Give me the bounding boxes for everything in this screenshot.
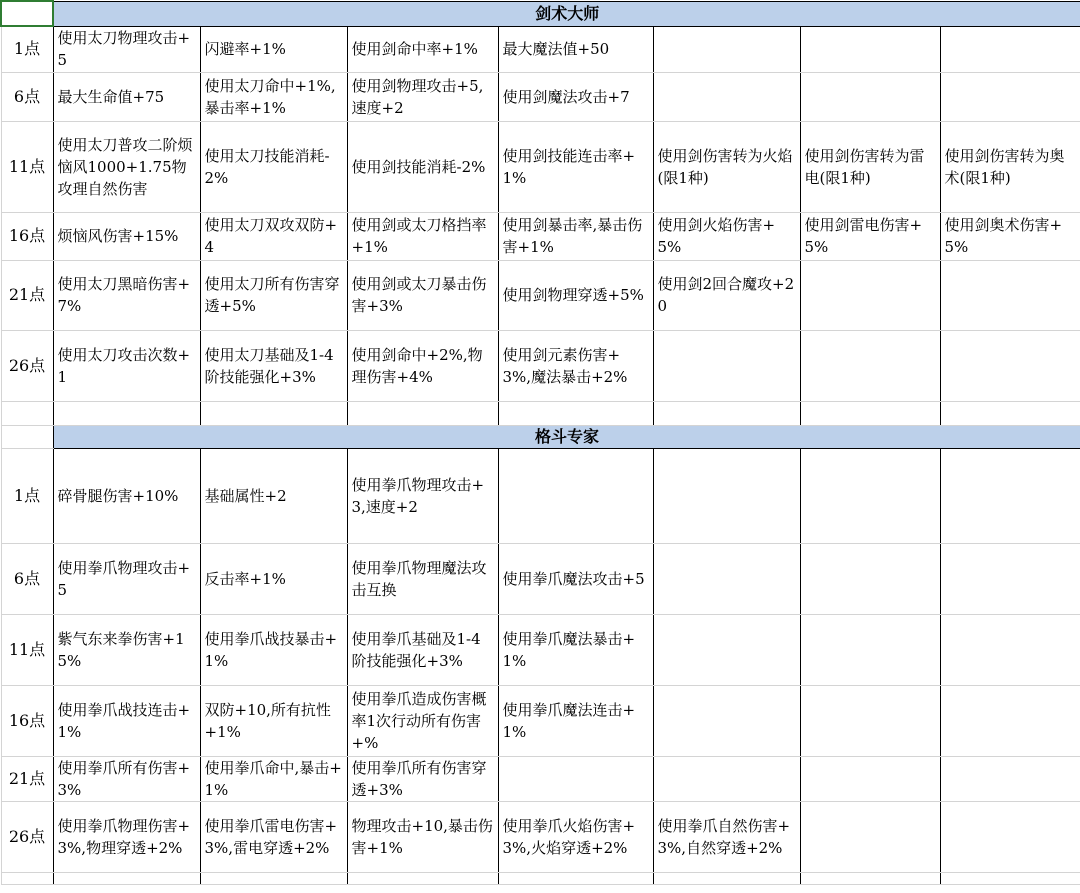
data-cell[interactable]: [653, 26, 800, 72]
data-cell[interactable]: [498, 212, 653, 260]
data-cell-text: 使用剑物理穿透+5%: [502, 286, 644, 304]
data-cell[interactable]: [53, 801, 200, 872]
data-cell[interactable]: [347, 685, 498, 756]
data-cell[interactable]: [940, 26, 1080, 72]
level-cell-text: 1点: [13, 39, 41, 59]
data-cell[interactable]: [53, 756, 200, 801]
level-cell[interactable]: [1, 330, 53, 401]
level-cell[interactable]: [1, 756, 53, 801]
data-cell-text: 最大生命值+75: [57, 87, 165, 106]
data-cell[interactable]: [347, 801, 498, 872]
data-cell[interactable]: [800, 121, 940, 212]
table-row: [1, 72, 1080, 121]
data-cell-text: 使用剑魔法攻击+7: [502, 87, 630, 106]
data-cell[interactable]: [653, 614, 800, 685]
data-cell[interactable]: [498, 756, 653, 801]
data-cell[interactable]: [200, 330, 347, 401]
table-row: [1, 543, 1080, 614]
level-cell-text: 26点: [8, 355, 46, 375]
data-cell[interactable]: [347, 121, 498, 212]
data-cell[interactable]: [200, 26, 347, 72]
data-cell-text: 使用拳爪物理魔法攻击互换: [351, 558, 487, 599]
data-cell[interactable]: [940, 401, 1080, 425]
data-cell-text: 使用剑命中+2%,物理伤害+4%: [351, 345, 483, 386]
data-cell-text: 使用太刀普攻二阶烦恼风1000+1.75物攻理自然伤害: [57, 135, 193, 198]
data-cell[interactable]: [347, 260, 498, 330]
data-cell[interactable]: [653, 756, 800, 801]
data-cell[interactable]: [53, 401, 200, 425]
data-cell[interactable]: [800, 756, 940, 801]
data-cell[interactable]: [53, 330, 200, 401]
data-cell-text: 使用剑元素伤害+3%,魔法暴击+2%: [502, 345, 628, 386]
data-cell-text: 使用太刀技能消耗-2%: [204, 146, 330, 187]
data-cell-text: 使用拳爪魔法暴击+1%: [502, 629, 636, 670]
data-cell-text: 使用剑或太刀格挡率+1%: [351, 216, 487, 256]
data-cell[interactable]: [653, 212, 800, 260]
table-row: [1, 685, 1080, 756]
data-cell-text: 使用太刀攻击次数+1: [57, 345, 191, 386]
level-cell-text: 16点: [8, 226, 46, 245]
level-cell[interactable]: [1, 260, 53, 330]
data-cell-text: 使用拳爪造成伤害概率1次行动所有伤害+%: [351, 689, 487, 752]
data-cell-text: 使用拳爪基础及1-4阶技能强化+3%: [351, 629, 481, 670]
section-title-text: 剑术大师: [535, 3, 600, 23]
data-cell-text: 使用拳爪命中,暴击+1%: [204, 758, 342, 799]
data-cell[interactable]: [940, 448, 1080, 543]
data-cell-text: 使用剑命中率+1%: [351, 40, 478, 58]
data-cell[interactable]: [498, 260, 653, 330]
data-cell[interactable]: [653, 330, 800, 401]
data-cell[interactable]: [53, 260, 200, 330]
data-cell[interactable]: [800, 543, 940, 614]
data-cell[interactable]: [347, 448, 498, 543]
data-cell-text: 紫气东来拳伤害+15%: [57, 629, 185, 670]
data-cell[interactable]: [200, 72, 347, 121]
data-cell[interactable]: [347, 543, 498, 614]
data-cell[interactable]: [940, 756, 1080, 801]
data-cell[interactable]: [200, 801, 347, 872]
data-cell-text: 使用剑伤害转为雷电(限1种): [804, 146, 925, 187]
data-cell[interactable]: [498, 72, 653, 121]
data-cell[interactable]: [200, 685, 347, 756]
data-cell[interactable]: [200, 121, 347, 212]
data-cell[interactable]: [800, 212, 940, 260]
data-cell[interactable]: [940, 330, 1080, 401]
data-cell[interactable]: [200, 872, 347, 884]
data-cell-text: 使用剑伤害转为奥术(限1种): [944, 146, 1065, 187]
data-cell[interactable]: [200, 260, 347, 330]
data-cell[interactable]: [653, 801, 800, 872]
data-cell[interactable]: [200, 212, 347, 260]
level-cell-text: 1点: [13, 485, 41, 505]
data-cell[interactable]: [653, 401, 800, 425]
data-cell[interactable]: [653, 685, 800, 756]
data-cell[interactable]: [498, 401, 653, 425]
data-cell[interactable]: [498, 448, 653, 543]
data-cell[interactable]: [940, 685, 1080, 756]
data-cell-text: 反击率+1%: [204, 569, 286, 588]
data-cell[interactable]: [53, 685, 200, 756]
level-cell-text: 21点: [8, 285, 46, 304]
table-row: [1, 756, 1080, 801]
data-cell[interactable]: [200, 401, 347, 425]
data-cell[interactable]: [940, 543, 1080, 614]
data-cell[interactable]: [53, 872, 200, 884]
table-row: [1, 801, 1080, 872]
data-cell[interactable]: [498, 614, 653, 685]
table-row: [1, 26, 1080, 72]
level-cell[interactable]: [1, 26, 53, 72]
level-cell[interactable]: [1, 801, 53, 872]
level-cell-text: 11点: [8, 156, 46, 176]
level-cell-text: 21点: [8, 768, 46, 788]
data-cell-text: 使用太刀所有伤害穿透+5%: [204, 275, 340, 315]
data-cell[interactable]: [347, 401, 498, 425]
data-cell-text: 使用剑技能消耗-2%: [351, 157, 486, 176]
data-cell[interactable]: [498, 543, 653, 614]
data-cell-text: 使用拳爪所有伤害穿透+3%: [351, 758, 487, 799]
data-cell[interactable]: [800, 614, 940, 685]
data-cell-text: 烦恼风伤害+15%: [57, 227, 179, 245]
data-cell[interactable]: [347, 330, 498, 401]
data-cell[interactable]: [800, 448, 940, 543]
table-row: [1, 448, 1080, 543]
level-cell-text: 26点: [8, 826, 46, 846]
level-cell[interactable]: [1, 121, 53, 212]
data-cell[interactable]: [200, 543, 347, 614]
data-cell[interactable]: [347, 72, 498, 121]
table-row: [1, 121, 1080, 212]
level-cell[interactable]: [1, 872, 53, 884]
data-cell[interactable]: [653, 543, 800, 614]
data-cell[interactable]: [53, 212, 200, 260]
data-cell[interactable]: [940, 121, 1080, 212]
data-cell[interactable]: [200, 756, 347, 801]
data-cell[interactable]: [498, 330, 653, 401]
data-cell[interactable]: [200, 614, 347, 685]
data-cell-text: 使用剑火焰伤害+5%: [657, 216, 776, 256]
level-cell-text: 6点: [13, 568, 41, 588]
sheet-body: [1, 1, 1080, 884]
data-cell-text: 使用拳爪物理伤害+3%,物理穿透+2%: [57, 816, 191, 857]
data-cell[interactable]: [653, 260, 800, 330]
section-title-text: 格斗专家: [535, 426, 600, 446]
data-cell-text: 使用拳爪所有伤害+3%: [57, 758, 191, 799]
data-cell[interactable]: [800, 401, 940, 425]
data-cell[interactable]: [800, 330, 940, 401]
table-row: [1, 614, 1080, 685]
data-cell-text: 使用太刀物理攻击+5: [57, 29, 191, 69]
data-cell[interactable]: [53, 543, 200, 614]
data-cell-text: 使用太刀黑暗伤害+7%: [57, 275, 191, 315]
data-cell[interactable]: [347, 872, 498, 884]
data-cell[interactable]: [940, 72, 1080, 121]
data-cell[interactable]: [940, 614, 1080, 685]
data-cell[interactable]: [53, 72, 200, 121]
data-cell-text: 使用剑或太刀暴击伤害+3%: [351, 275, 487, 315]
level-cell[interactable]: [1, 212, 53, 260]
data-cell-text: 使用剑雷电伤害+5%: [804, 216, 923, 256]
data-cell[interactable]: [498, 121, 653, 212]
data-cell[interactable]: [940, 212, 1080, 260]
data-cell-text: 双防+10,所有抗性+1%: [204, 700, 331, 741]
data-cell-text: 使用拳爪魔法连击+1%: [502, 700, 636, 741]
data-cell-text: 使用剑2回合魔攻+20: [657, 275, 795, 315]
data-cell[interactable]: [940, 801, 1080, 872]
corner-cell[interactable]: [1, 1, 53, 26]
data-cell[interactable]: [800, 26, 940, 72]
data-cell[interactable]: [940, 260, 1080, 330]
data-cell[interactable]: [200, 448, 347, 543]
blank-row: [1, 401, 1080, 425]
level-cell[interactable]: [1, 448, 53, 543]
table-row: [1, 212, 1080, 260]
level-cell[interactable]: [1, 614, 53, 685]
data-cell[interactable]: [498, 872, 653, 884]
data-cell-text: 使用拳爪魔法攻击+5: [502, 569, 645, 588]
table-row: [1, 260, 1080, 330]
data-cell[interactable]: [800, 260, 940, 330]
level-cell-text: 6点: [13, 86, 41, 106]
data-cell-text: 使用拳爪物理攻击+5: [57, 558, 191, 599]
data-cell-text: 物理攻击+10,暴击伤害+1%: [351, 816, 493, 857]
data-cell[interactable]: [800, 72, 940, 121]
section-header-row: [1, 425, 1080, 448]
data-cell-text: 使用剑奥术伤害+5%: [944, 216, 1063, 256]
data-cell-text: 使用太刀双攻双防+4: [204, 216, 338, 256]
section-header-row: [1, 1, 1080, 26]
data-cell[interactable]: [940, 872, 1080, 884]
data-cell[interactable]: [800, 872, 940, 884]
data-cell[interactable]: [653, 121, 800, 212]
level-cell[interactable]: [1, 543, 53, 614]
section-title: [53, 425, 1080, 448]
data-cell-text: 使用剑物理攻击+5,速度+2: [351, 76, 484, 117]
data-cell-text: 基础属性+2: [204, 486, 287, 505]
data-cell[interactable]: [498, 801, 653, 872]
data-cell-text: 碎骨腿伤害+10%: [57, 486, 179, 505]
data-cell-text: 闪避率+1%: [204, 40, 286, 58]
data-cell[interactable]: [347, 26, 498, 72]
data-cell[interactable]: [347, 212, 498, 260]
data-cell-text: 使用拳爪火焰伤害+3%,火焰穿透+2%: [502, 816, 636, 857]
data-cell-text: 使用拳爪自然伤害+3%,自然穿透+2%: [657, 816, 791, 857]
data-cell[interactable]: [347, 756, 498, 801]
blank-row: [1, 872, 1080, 884]
data-cell-text: 使用拳爪战技暴击+1%: [204, 629, 338, 670]
data-cell[interactable]: [498, 685, 653, 756]
data-cell[interactable]: [347, 614, 498, 685]
data-cell[interactable]: [653, 448, 800, 543]
data-cell-text: 使用剑暴击率,暴击伤害+1%: [502, 216, 643, 256]
data-cell-text: 使用剑技能连击率+1%: [502, 146, 636, 187]
data-cell-text: 使用剑伤害转为火焰(限1种): [657, 146, 793, 187]
data-cell-text: 使用拳爪物理攻击+3,速度+2: [351, 475, 485, 516]
data-cell[interactable]: [53, 26, 200, 72]
data-cell[interactable]: [800, 801, 940, 872]
data-cell[interactable]: [653, 72, 800, 121]
data-cell-text: 使用太刀基础及1-4阶技能强化+3%: [204, 345, 334, 386]
data-cell-text: 最大魔法值+50: [502, 40, 610, 58]
data-cell[interactable]: [53, 614, 200, 685]
level-cell-text: 11点: [8, 639, 46, 659]
data-cell[interactable]: [53, 121, 200, 212]
level-cell[interactable]: [1, 401, 53, 425]
data-cell[interactable]: [800, 685, 940, 756]
level-cell[interactable]: [1, 685, 53, 756]
data-cell-text: 使用太刀命中+1%,暴击率+1%: [204, 76, 336, 117]
data-cell[interactable]: [498, 26, 653, 72]
data-cell-text: 使用拳爪雷电伤害+3%,雷电穿透+2%: [204, 816, 338, 857]
data-cell[interactable]: [653, 872, 800, 884]
level-cell-text: 16点: [8, 710, 46, 730]
section-title: [53, 1, 1080, 26]
level-cell[interactable]: [1, 72, 53, 121]
corner-cell[interactable]: [1, 425, 53, 448]
data-cell[interactable]: [53, 448, 200, 543]
data-cell-text: 使用拳爪战技连击+1%: [57, 700, 191, 741]
table-row: [1, 330, 1080, 401]
